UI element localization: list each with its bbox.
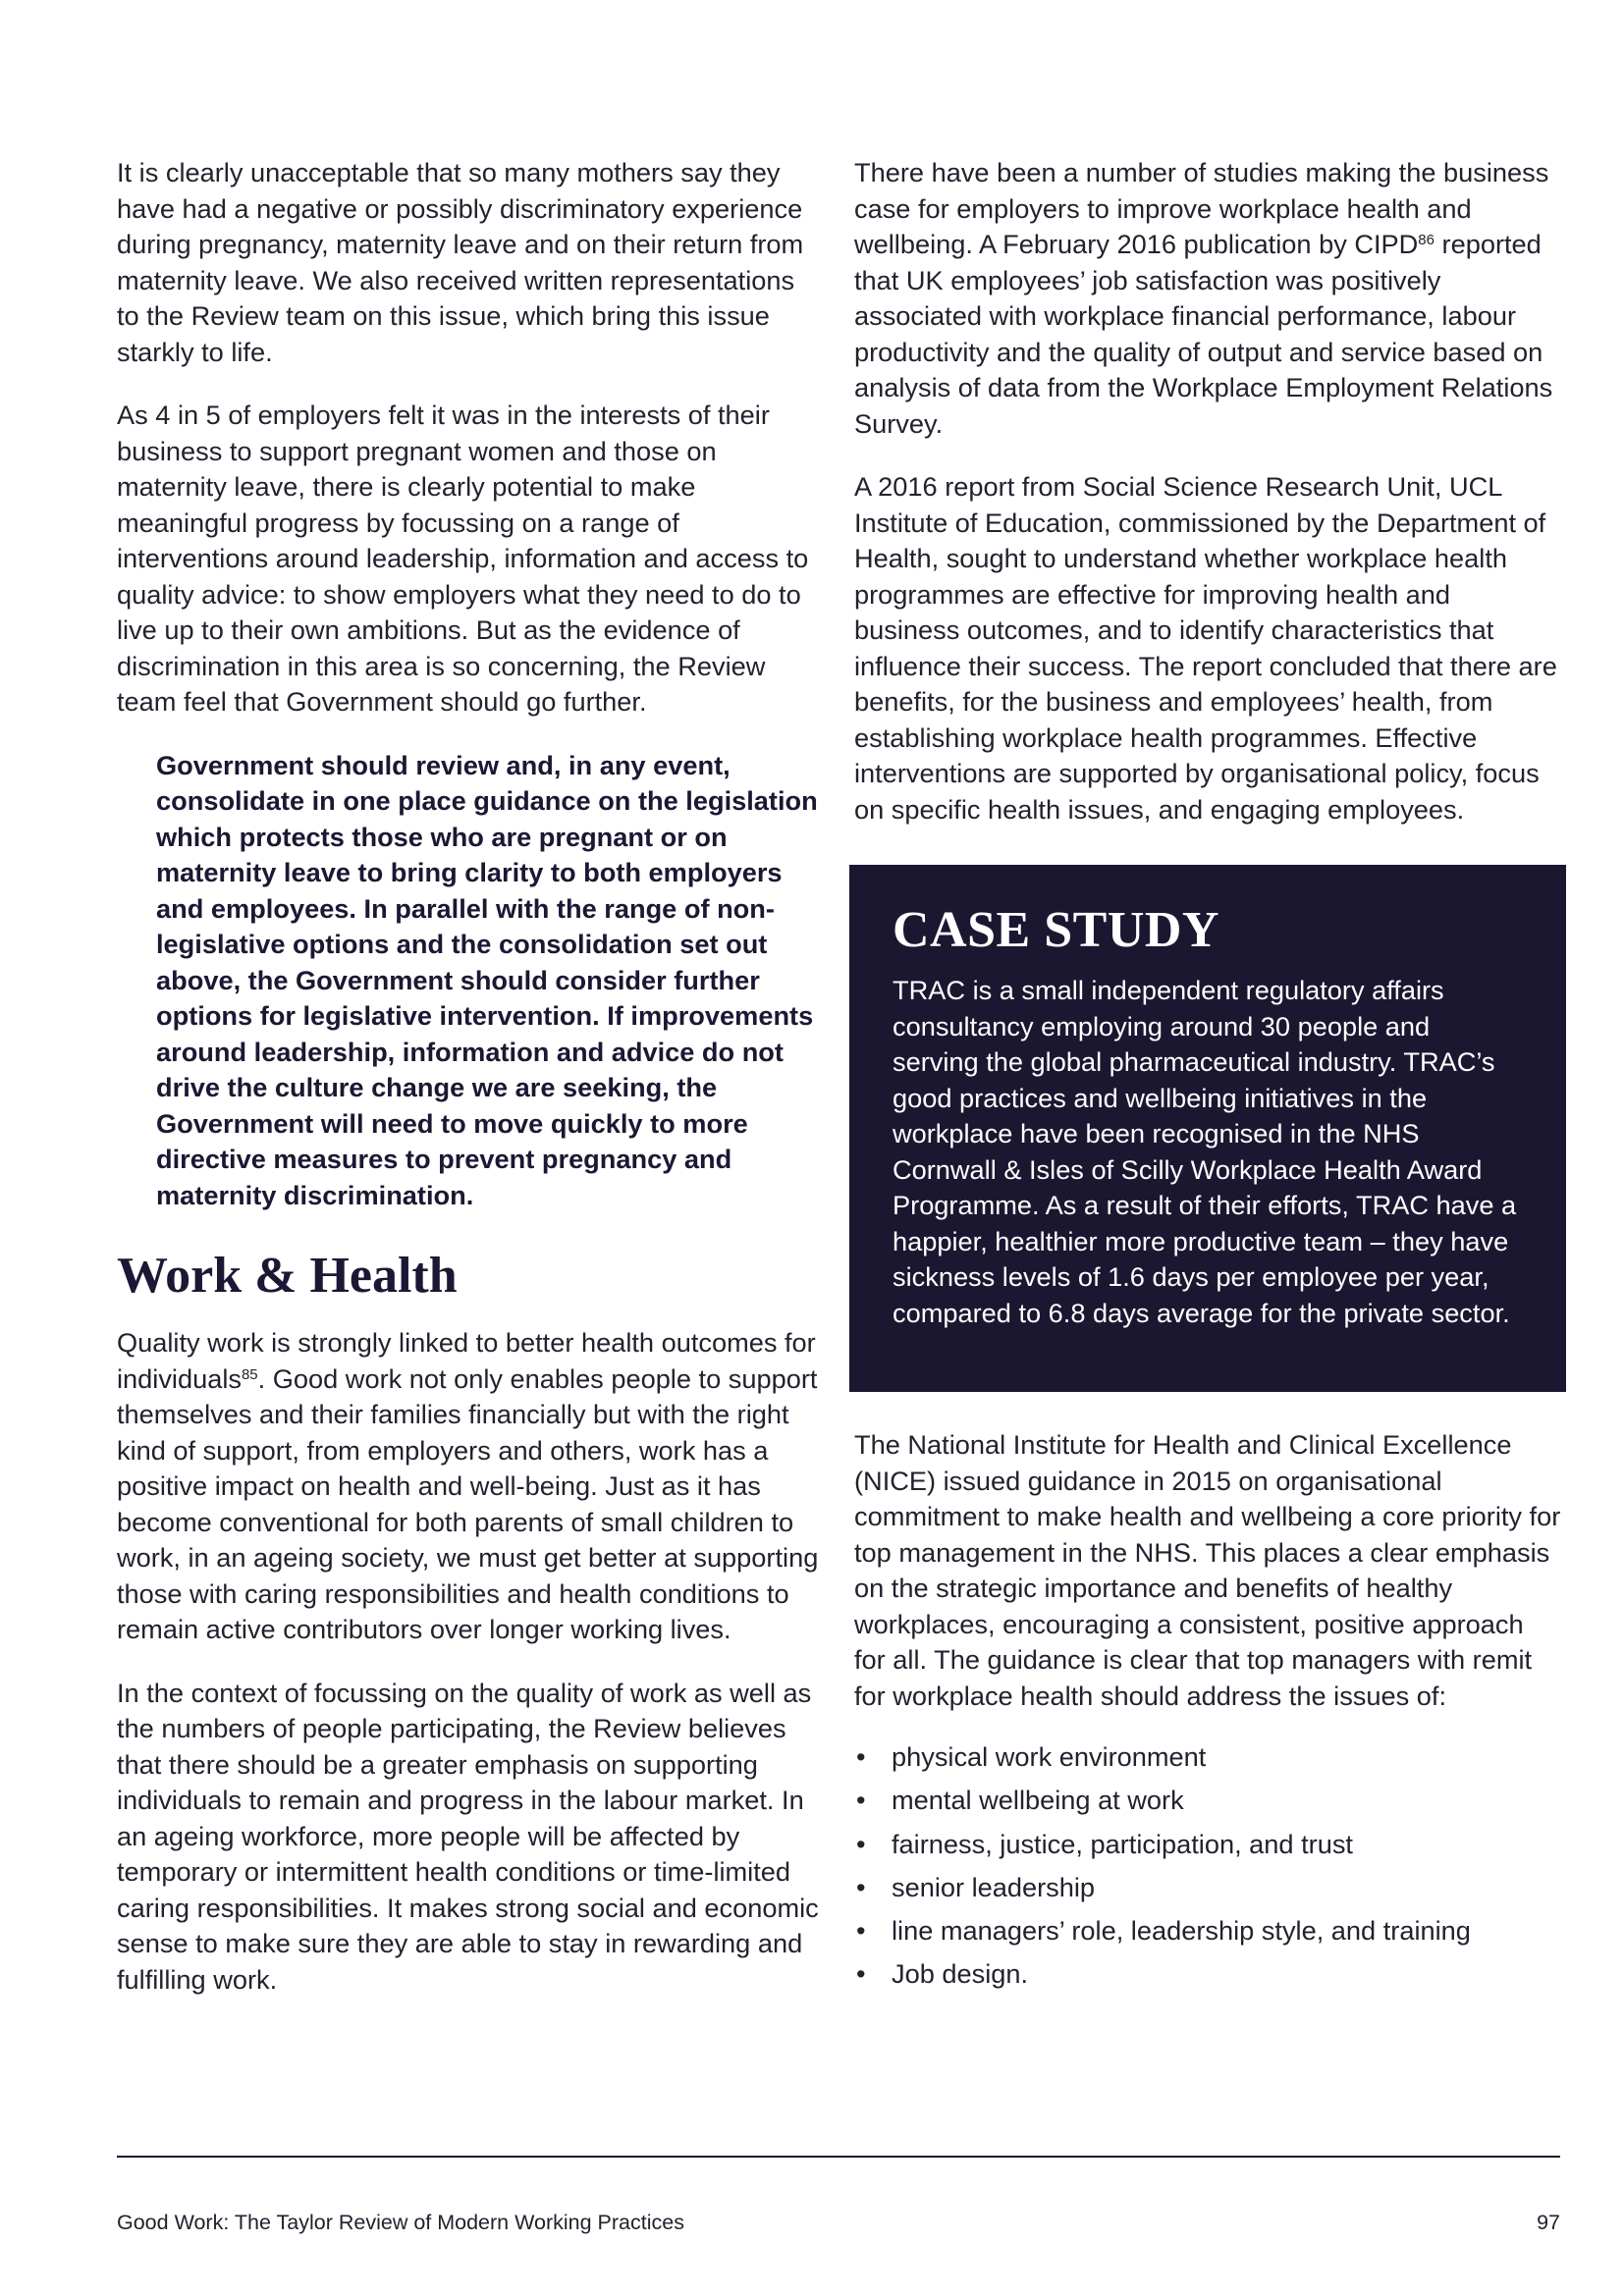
paragraph-business-case-end: reported that UK employees’ job satisfaction was positively associated with workplace financial performance, labour productivity and the quality of output and service based on analysis of data from the Workplace Employment Relations Survey. <box>854 229 1553 439</box>
paragraph-business-case-start: There have been a number of studies making the business case for employers to improve workplace health and wellbeing. A February 2016 publication by CIPD <box>854 157 1549 259</box>
issues-list <box>854 1735 1561 1997</box>
left-column <box>117 155 824 1998</box>
paragraph-ucl-report: A 2016 report from Social Science Research Unit, UCL Institute of Education, commissioned by the Department of Health, sought to understand whether workplace health programmes are effective for improving health and business outcomes, and to identify characteristics that influence their success. The report concluded that there are benefits, for the business and employees’ health, from establishing workplace health programmes. Effective interventions are supported by organisational policy, focus on specific health issues, and engaging employees. <box>854 471 1557 825</box>
footer-divider <box>117 2156 1560 2158</box>
footer-document-title: Good Work: The Taylor Review of Modern Working Practices <box>117 2211 684 2234</box>
bullet-icon: • <box>856 1871 866 1902</box>
case-study-title: CASE STUDY <box>893 902 1219 958</box>
paragraph-quality-context: In the context of focussing on the quality of work as well as the numbers of people participating, the Review believes that there should be a greater emphasis on supporting individuals to remain and progress in the labour market. In an ageing workforce, more people will be affected by temporary or intermittent health conditions or time-limited caring responsibilities. It makes strong social and economic sense to make sure they are able to stay in rewarding and fulfilling work. <box>117 1677 819 1995</box>
list-item: • mental wellbeing at work <box>854 1779 1561 1822</box>
paragraph-quality-work <box>117 1325 824 1648</box>
list-item: • Job design. <box>854 1952 1561 1996</box>
paragraph-nice-guidance: The National Institute for Health and Clinical Excellence (NICE) issued guidance in 2015 on organisational commitment to make health and wellbeing a core priority for top management in the NHS. This places a clear emphasis on the strategic importance and benefits of healthy workplaces, encouraging a consistent, positive approach for all. The guidance is clear that top managers with remit for workplace health should address the issues of: <box>854 1429 1561 1711</box>
bullet-icon: • <box>856 1958 866 1990</box>
bullet-icon: • <box>856 1828 866 1859</box>
page-number: 97 <box>1537 2211 1560 2234</box>
case-study-box <box>849 865 1566 1392</box>
paragraph-business-case <box>854 155 1561 442</box>
bullet-icon: • <box>856 1785 866 1816</box>
paragraph-quality-work-end: . Good work not only enables people to support themselves and their families financially but with the right kind of support, from employers and others, work has a positive impact on health and well-being. Just as it has become conventional for both parents of small children to work, in an ageing society, we must get better at supporting those with caring responsibilities and health conditions to remain active contributors over longer working lives. <box>117 1362 819 1644</box>
paragraph-mothers-discrimination: It is clearly unacceptable that so many mothers say they have had a negative or possibly discriminatory experience during pregnancy, maternity leave and on their return from maternity leave. We also received written representations to the Review team on this issue, which bring this issue starkly to life. <box>117 157 804 367</box>
recommendation-callout: Government should review and, in any event, consolidate in one place guidance on the legislation which protects those who are pregnant or on maternity leave to bring clarity to both employers and employees. In parallel with the range of non-legislative options and the consolidation set out above, the Government should consider further options for legislative intervention. If improvements around leadership, information and advice do not drive the culture change we are seeking, the Government will need to move quickly to more directive measures to prevent pregnancy and maternity discrimination. <box>156 749 818 1210</box>
bullet-icon: • <box>856 1915 866 1947</box>
case-study-text: TRAC is a small independent regulatory affairs consultancy employing around 30 people and serving the global pharmaceutical industry. TRAC’s good practices and wellbeing initiatives in the workplace have been recognised in the NHS Cornwall & Isles of Scilly Workplace Health Award Programme. As a result of their efforts, TRAC have a happier, healthier more productive team – they have sickness levels of 1.6 days per employee per year, compared to 6.8 days average for the private sector. <box>893 975 1517 1328</box>
footnote-ref-86: 86 <box>1418 232 1435 248</box>
list-item: • line managers’ role, leadership style, and training <box>854 1909 1561 1952</box>
list-item: • physical work environment <box>854 1735 1561 1779</box>
section-heading-work-health: Work & Health <box>117 1248 458 1304</box>
bullet-icon: • <box>856 1741 866 1772</box>
list-item: • fairness, justice, participation, and trust <box>854 1823 1561 1866</box>
paragraph-quality-work-start: Quality work is strongly linked to better health outcomes for individuals <box>117 1327 816 1394</box>
list-item: • senior leadership <box>854 1866 1561 1909</box>
right-column <box>854 155 1561 1997</box>
footnote-ref-85: 85 <box>241 1365 258 1383</box>
paragraph-employers-interests: As 4 in 5 of employers felt it was in the interests of their business to support pregnant women and those on maternity leave, there is clearly potential to make meaningful progress by focussing on a range of interventions around leadership, information and access to quality advice: to show employers what they need to do to live up to their own ambitions. But as the evidence of discrimination in this area is so concerning, the Review team feel that Government should go further. <box>117 400 809 717</box>
